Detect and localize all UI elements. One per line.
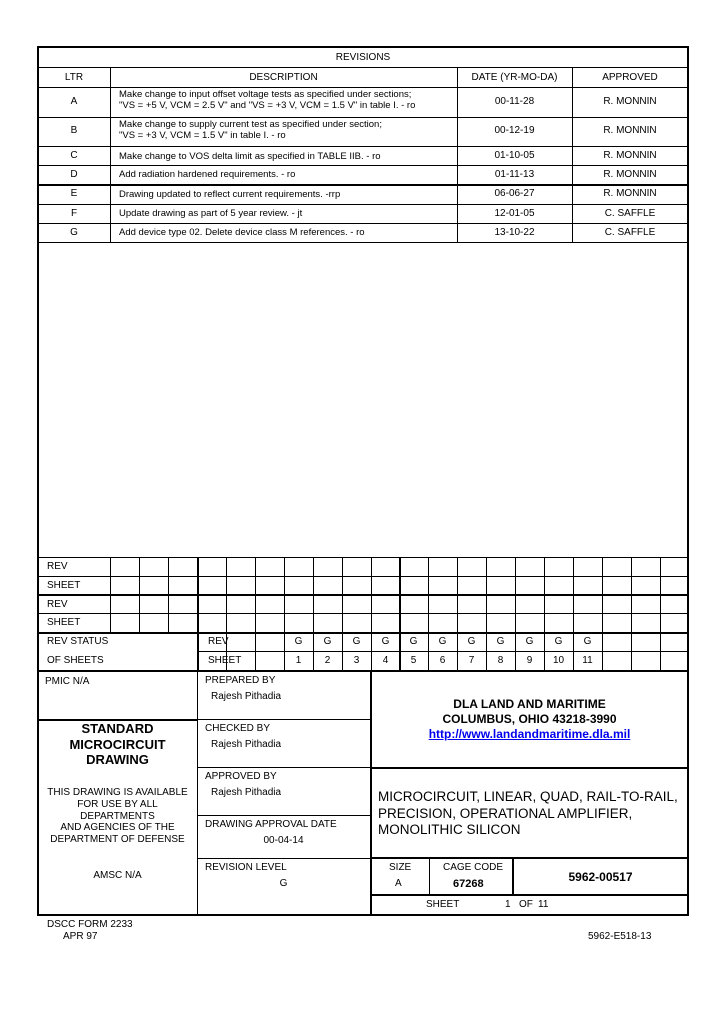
sheet-number-value: 8	[497, 655, 504, 666]
sheet-number-value: 2	[324, 655, 331, 666]
sheet-number-value: 5	[410, 655, 417, 666]
checked-by: Rajesh Pithadia	[211, 739, 282, 750]
sheet-number-value: 7	[468, 655, 475, 666]
divider	[38, 165, 688, 166]
divider	[38, 670, 688, 672]
grid-column-line	[573, 557, 574, 670]
rev-status-value: G	[583, 636, 592, 647]
desc-line: Make change to supply current test as specified under section;	[119, 119, 382, 130]
rev-date: 01-11-13	[494, 169, 535, 180]
divider	[38, 117, 688, 118]
rev-description	[119, 119, 459, 141]
grid-column-line	[457, 557, 458, 670]
size: A	[395, 878, 402, 889]
rev-label: REV	[47, 561, 68, 572]
form-number: DSCC FORM 2233	[47, 919, 133, 930]
rev-description	[119, 208, 459, 219]
rev-status-label: REV STATUS	[47, 636, 109, 647]
desc-line: Update drawing as part of 5 year review. - jt	[119, 208, 303, 219]
divider	[197, 858, 370, 859]
title-line: MONOLITHIC SILICON	[378, 822, 521, 837]
title-line: MICROCIRCUIT, LINEAR, QUAD, RAIL-TO-RAIL,	[378, 789, 678, 804]
divider	[38, 223, 688, 224]
grid-column-line	[110, 557, 111, 632]
sheet-total: 11	[538, 899, 549, 910]
rev-approved: R. MONNIN	[603, 96, 657, 107]
revision-level-label: REVISION LEVEL	[205, 862, 287, 873]
rev-approved: R. MONNIN	[603, 150, 657, 161]
availability-line: THIS DRAWING IS AVAILABLE	[47, 787, 188, 798]
rev-status-value: G	[352, 636, 361, 647]
divider	[38, 613, 688, 614]
desc-line: Add radiation hardened requirements. - ro	[119, 169, 296, 180]
divider	[38, 184, 688, 186]
divider	[371, 767, 688, 769]
desc-line: Make change to input offset voltage tests as specified under sections;	[119, 89, 412, 100]
cage-code-label: CAGE CODE	[443, 862, 504, 873]
divider	[371, 857, 688, 859]
rev-approved: R. MONNIN	[603, 125, 657, 136]
column-divider	[429, 858, 430, 894]
rev-approved: C. SAFFLE	[604, 208, 656, 219]
rev-date: 00-11-28	[494, 96, 535, 107]
rev-status-value: G	[438, 636, 447, 647]
grid-column-line	[255, 557, 256, 670]
grid-column-line	[139, 557, 140, 632]
document-code: 5962-E518-13	[588, 931, 652, 942]
drawing-title	[378, 789, 678, 839]
grid-column-line	[631, 557, 632, 670]
sheet-number: 1	[505, 899, 511, 910]
rev-status-value: G	[381, 636, 390, 647]
form-date: APR 97	[63, 931, 98, 942]
grid-column-line	[226, 557, 227, 670]
rev-description	[119, 151, 459, 162]
rev-ltr: D	[70, 169, 78, 180]
divider	[197, 719, 370, 720]
sheet-number-value: 3	[353, 655, 360, 666]
of-sheets-label: OF SHEETS	[47, 655, 104, 666]
rev-ltr: A	[70, 96, 78, 107]
revisions-title: REVISIONS	[335, 52, 391, 63]
grid-column-line	[197, 557, 199, 670]
availability-notice	[38, 787, 197, 846]
divider	[197, 651, 688, 652]
rev-ltr: G	[70, 227, 78, 238]
desc-line: Add device type 02. Delete device class M references. - ro	[119, 227, 365, 238]
sheet-label: SHEET	[47, 617, 81, 628]
standard-line: STANDARD	[81, 721, 154, 736]
prepared-by: Rajesh Pithadia	[211, 691, 282, 702]
sheet-number-value: 11	[582, 655, 593, 666]
desc-line: Drawing updated to reflect current requirements. -rrp	[119, 189, 341, 200]
rev-approved: R. MONNIN	[603, 169, 657, 180]
desc-line: Make change to VOS delta limit as specified in TABLE IIB. - ro	[119, 151, 381, 162]
divider	[197, 815, 370, 816]
rev-label: REV	[47, 599, 68, 610]
divider	[38, 576, 688, 577]
grid-column-line	[342, 557, 343, 670]
cage-code: 67268	[453, 878, 484, 890]
divider	[38, 146, 688, 147]
approval-date: 00-04-14	[263, 835, 304, 846]
grid-column-line	[515, 557, 516, 670]
rev-status-value: G	[496, 636, 505, 647]
divider	[371, 894, 688, 896]
rev-status-value: G	[467, 636, 476, 647]
column-divider	[110, 67, 111, 242]
rev-date: 00-12-19	[494, 125, 535, 136]
divider	[38, 87, 688, 88]
sheet-number-value: 1	[295, 655, 302, 666]
header-description: DESCRIPTION	[249, 72, 318, 83]
pmic: PMIC N/A	[45, 676, 90, 687]
agency-url-link[interactable]: http://www.landandmaritime.dla.mil	[428, 727, 631, 741]
rev-approved: C. SAFFLE	[604, 227, 656, 238]
approval-date-label: DRAWING APPROVAL DATE	[205, 819, 337, 830]
rev-status-value: G	[409, 636, 418, 647]
rev-date: 13-10-22	[494, 227, 535, 238]
divider	[38, 67, 688, 68]
header-date: DATE (YR-MO-DA)	[471, 72, 558, 83]
rev-date: 12-01-05	[494, 208, 535, 219]
grid-column-line	[486, 557, 487, 670]
grid-column-line	[313, 557, 314, 670]
agency-block	[371, 697, 688, 742]
availability-line: AND AGENCIES OF THE	[60, 822, 175, 834]
rev-ltr: E	[70, 188, 78, 199]
grid-column-line	[602, 557, 603, 670]
rev-status-value: G	[554, 636, 563, 647]
rev-date: 01-10-05	[494, 150, 535, 161]
grid-column-line	[168, 557, 169, 632]
availability-line: FOR USE BY ALL	[77, 798, 158, 810]
amsc: AMSC N/A	[93, 870, 142, 881]
approved-by: Rajesh Pithadia	[211, 787, 282, 798]
sheet-label: SHEET	[47, 580, 81, 591]
header-approved: APPROVED	[602, 72, 658, 83]
availability-line: DEPARTMENTS	[80, 810, 155, 822]
rev-description	[119, 227, 459, 238]
standard-microcircuit-drawing	[38, 721, 197, 768]
divider	[38, 632, 688, 634]
divider	[38, 242, 688, 243]
agency-name: DLA LAND AND MARITIME	[453, 697, 606, 711]
standard-line: MICROCIRCUIT	[69, 736, 166, 752]
rev-date: 06-06-27	[494, 188, 535, 199]
inner-sheet-label: SHEET	[208, 655, 242, 666]
sheet-number-value: 9	[526, 655, 533, 666]
standard-line: DRAWING	[86, 752, 149, 767]
divider	[38, 204, 688, 205]
inner-rev-label: REV	[208, 636, 229, 647]
rev-description	[119, 189, 459, 200]
divider	[38, 594, 688, 596]
rev-status-value: G	[525, 636, 534, 647]
size-label: SIZE	[389, 862, 412, 873]
approved-by-label: APPROVED BY	[205, 771, 277, 782]
rev-status-value: G	[294, 636, 303, 647]
rev-description	[119, 169, 459, 180]
rev-ltr: F	[70, 208, 78, 219]
divider	[38, 557, 688, 558]
drawing-number: 5962-00517	[568, 870, 633, 884]
title-line: PRECISION, OPERATIONAL AMPLIFIER,	[378, 805, 633, 821]
of-label: OF	[519, 899, 533, 910]
grid-column-line	[660, 557, 661, 670]
desc-line: "VS = +3 V, VCM = 1.5 V" in table I. - ro	[119, 130, 286, 141]
sheet-number-value: 4	[382, 655, 389, 666]
agency-address: COLUMBUS, OHIO 43218-3990	[442, 712, 617, 726]
rev-ltr: B	[70, 125, 78, 136]
revision-level: G	[279, 878, 288, 889]
grid-column-line	[428, 557, 429, 670]
prepared-by-label: PREPARED BY	[205, 675, 276, 686]
rev-description	[119, 89, 459, 111]
availability-line: DEPARTMENT OF DEFENSE	[50, 834, 185, 846]
desc-line: "VS = +5 V, VCM = 2.5 V" and "VS = +3 V, VCM = 1.5 V" in table I. - ro	[119, 100, 416, 111]
sheet-label: SHEET	[426, 899, 460, 910]
checked-by-label: CHECKED BY	[205, 723, 271, 734]
grid-column-line	[371, 557, 372, 670]
sheet-number-value: 6	[439, 655, 446, 666]
divider	[197, 767, 370, 768]
rev-approved: R. MONNIN	[603, 188, 657, 199]
grid-column-line	[399, 557, 401, 670]
sheet-number-value: 10	[552, 655, 565, 666]
rev-status-value: G	[323, 636, 332, 647]
grid-column-line	[544, 557, 545, 670]
header-ltr: LTR	[64, 72, 84, 83]
rev-ltr: C	[70, 150, 78, 161]
